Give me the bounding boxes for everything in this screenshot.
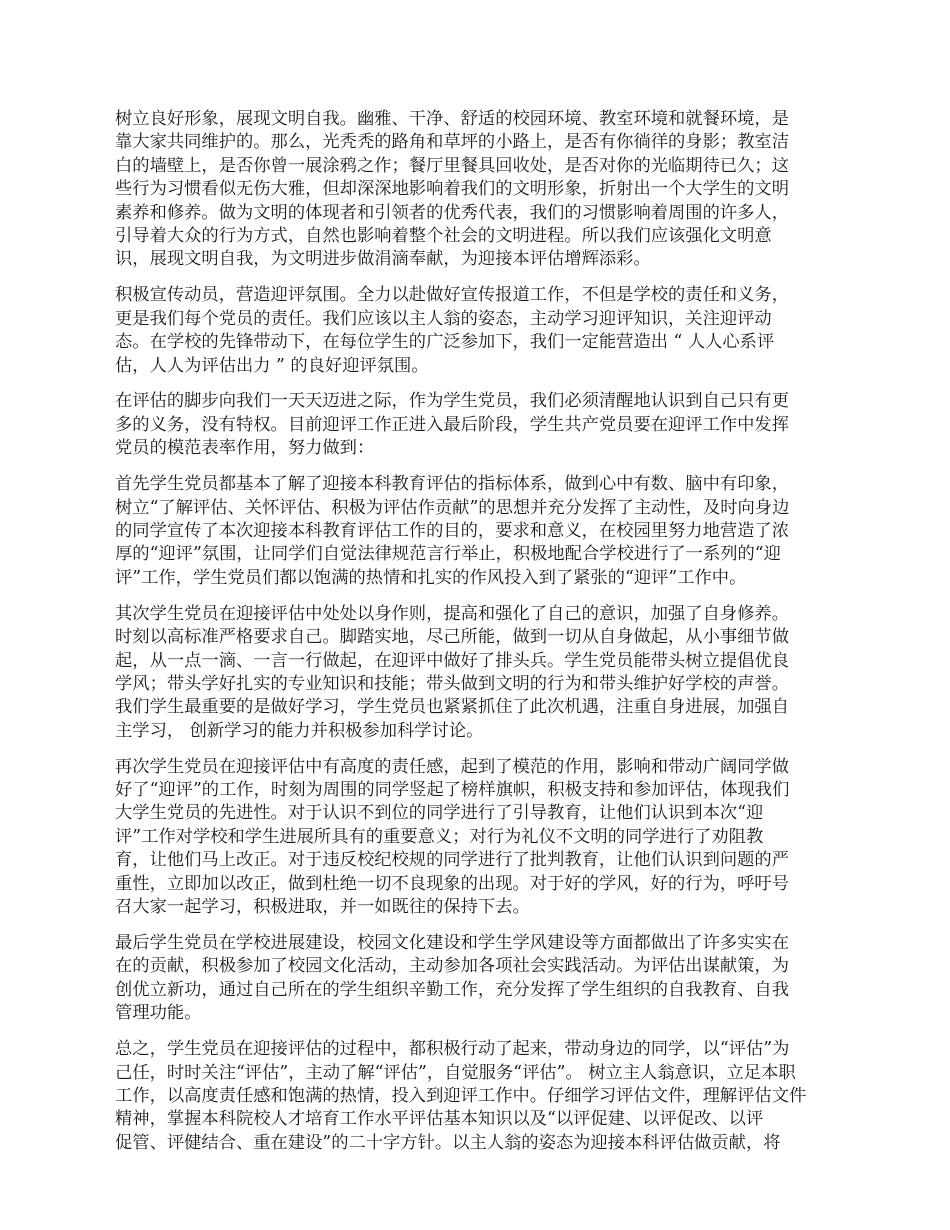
paragraph-first: 首先学生党员都基本了解了迎接本科教育评估的指标体系，做到心中有数、脑中有印象， 树立“了解评估、关怀评估、积极为评估作贡献”的思想并充分发挥了主动性，及时向身边 的同学宣传了本次迎接本科教育评估工作的目的，要求和意义，在校园里努力地营造了浓 厚的“迎评”氛围，让同学们自觉法律规范言行举止，积极地配合学校进行了一系列的“迎 评”工作，学生党员们都以饱满的热情和扎实的作风投入到了紧张的“迎评”工作中。 bbox=[115, 474, 790, 588]
paragraph-civilized-image: 树立良好形象，展现文明自我。幽雅、干净、舒适的校园环境、教室环境和就餐环境，是 靠大家共同维护的。那么，光秃秃的路角和草坪的小路上，是否有你徜徉的身影；教室洁 白的墙壁上，是否你曾一展涂鸦之作；餐厅里餐具回收处，是否对你的光临期待已久；这 些行为习惯看似无伤大雅，但却深深地影响着我们的文明形象，折射出一个大学生的文明 素养和修养。做为文明的体现者和引领者的优秀代表，我们的习惯影响着周围的许多人， 引导着大众的行为方式，自然也影响着整个社会的文明进程。所以我们应该强化文明意 识，展现文明自我，为文明进步做涓滴奉献，为迎接本评估增辉添彩。 bbox=[115, 109, 789, 270]
paragraph-finally: 最后学生党员在学校进展建设，校园文化建设和学生学风建设等方面都做出了许多实实在 在的贡献，积极参加了校园文化活动，主动参加各项社会实践活动。为评估出谋献策，为 创优立新功，通过自己所在的学生组织辛勤工作，充分发挥了学生组织的自我教育、自我 管理功能。 bbox=[115, 933, 789, 1024]
paragraph-second: 其次学生党员在迎接评估中处处以身作则，提高和强化了自己的意识，加强了自身修养。 时刻以高标准严格要求自己。脚踏实地，尽己所能，做到一切从自身做起，从小事细节做 起，从一点一滴、一言一行做起，在迎评中做好了排头兵。学生党员能带头树立提倡优良 学风；带头学好扎实的专业知识和技能；带头做到文明的行为和带头维护好学校的声誉。 我们学生最重要的是做好学习，学生党员也紧紧抓住了此次机遇，注重自身进展，加强自 主学习， 创新学习的能力并积极参加科学讨论。 bbox=[115, 603, 789, 741]
paragraph-duties: 在评估的脚步向我们一天天迈进之际，作为学生党员，我们必须清醒地认识到自己只有更 多的义务，没有特权。目前迎评工作正进入最后阶段，学生共产党员要在迎评工作中发挥 党员的模范表率作用，努力做到： bbox=[115, 391, 789, 459]
paragraph-publicity: 积极宣传动员，营造迎评氛围。全力以赴做好宣传报道工作，不但是学校的责任和义务， 更是我们每个党员的责任。我们应该以主人翁的姿态，主动学习迎评知识，关注迎评动 态。在学校的先锋带动下，在每位学生的广泛参加下，我们一定能营造出 “ 人人心系评 估，人人为评估出力 ” 的良好迎评氛围。 bbox=[115, 285, 789, 376]
document-body bbox=[115, 108, 839, 1168]
paragraph-summary: 总之，学生党员在迎接评估的过程中，都积极行动了起来，带动身边的同学，以“评估”为 己任，时时关注“评估”，主动了解“评估”，自觉服务“评估”。 树立主人翁意识，立足本职 工作，以高度责任感和饱满的热情，投入到迎评工作中。仔细学习评估文件，理解评估文件 精神，掌握本科院校人才培育工作水平评估基本知识以及“以评促建、以评促改、以评 促管、评健结合、重在建设”的二十字方针。以主人翁的姿态为迎接本科评估做贡献，将 bbox=[115, 1039, 807, 1153]
paragraph-third: 再次学生党员在迎接评估中有高度的责任感，起到了模范的作用，影响和带动广阔同学做 好了“迎评”的工作，时刻为周围的同学竖起了榜样旗帜，积极支持和参加评估，体现我们 大学生党员的先进性。对于认识不到位的同学进行了引导教育，让他们认识到本次“迎 评”工作对学校和学生进展所具有的重要意义；对行为礼仪不文明的同学进行了劝阻教 育，让他们马上改正。对于违反校纪校规的同学进行了批判教育，让他们认识到问题的严 重性，立即加以改正，做到杜绝一切不良现象的出现。对于好的学风，好的行为，呼吁号 召大家一起学习，积极进取，并一如既往的保持下去。 bbox=[115, 756, 790, 918]
